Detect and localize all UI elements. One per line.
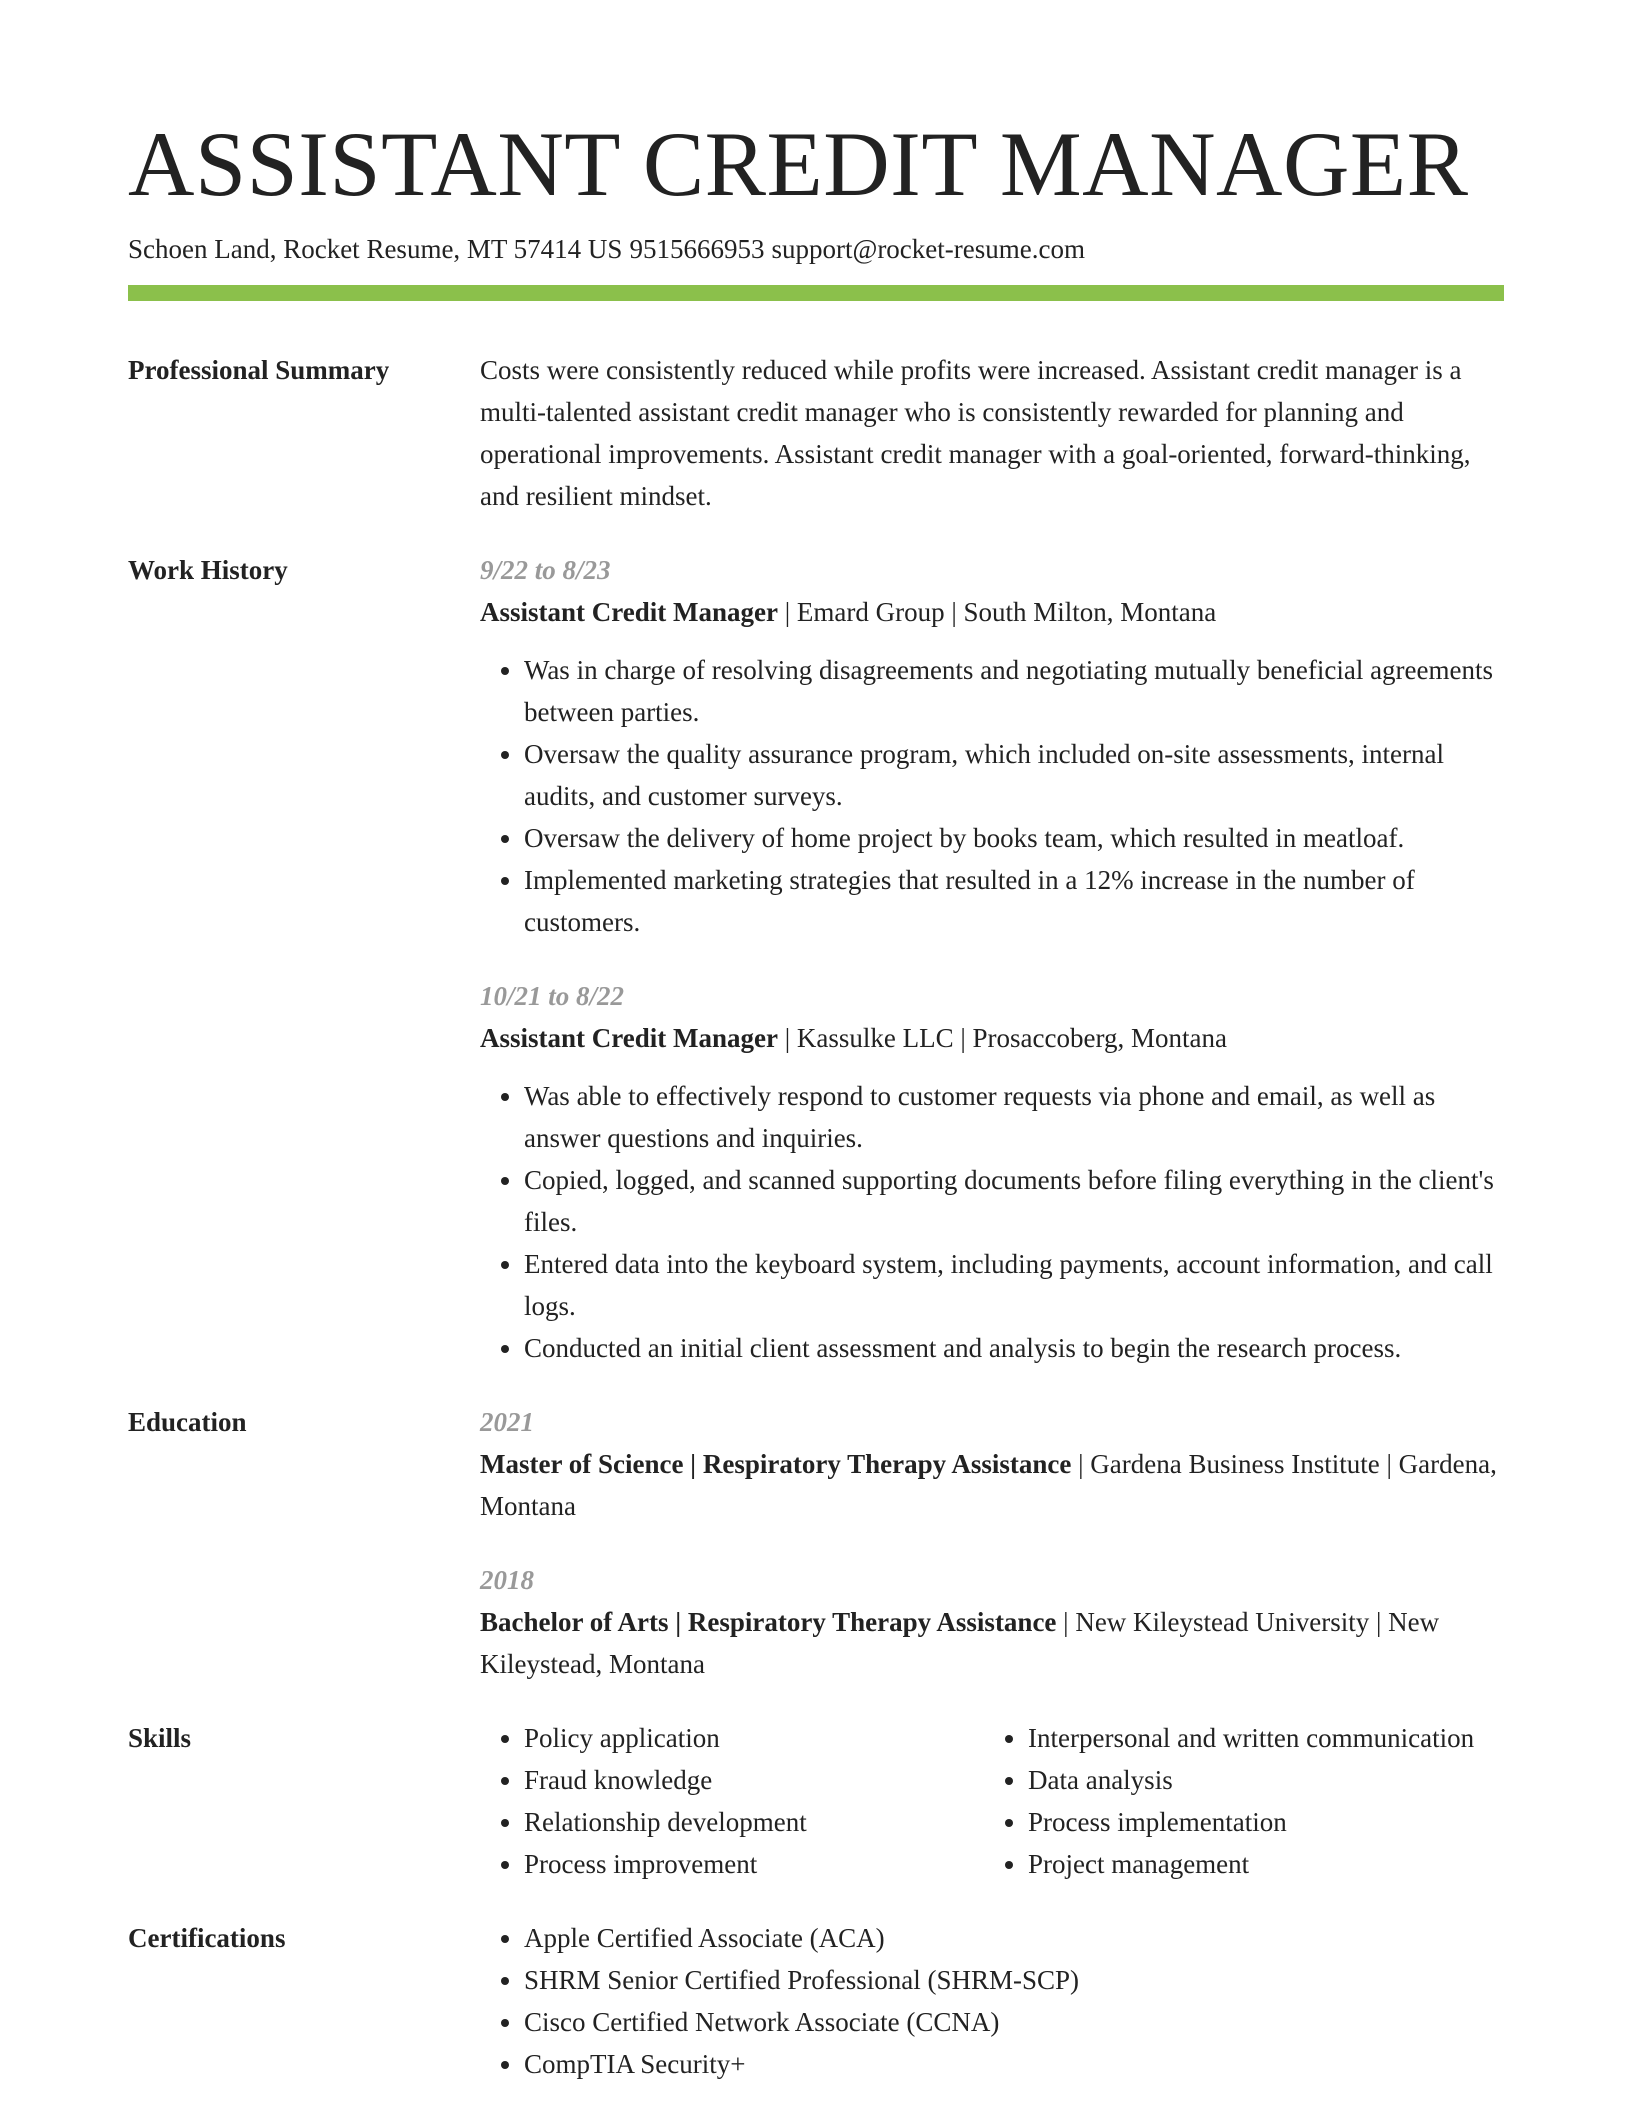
work-entry-bullets: [480, 649, 1504, 943]
list-item: • Policy application: [524, 1717, 984, 1759]
education-entry-degree: Master of Science | Respiratory Therapy Assistance: [480, 1449, 1072, 1479]
education-entry-heading: [480, 1443, 1504, 1527]
education-body: [480, 1401, 1504, 1685]
list-item: • Project management: [1028, 1843, 1504, 1885]
list-item: • Oversaw the delivery of home project by books team, which resulted in meatloaf.: [524, 817, 1504, 859]
skills-columns: [480, 1717, 1504, 1885]
education-entry-heading: [480, 1601, 1504, 1685]
contact-line: [128, 228, 1085, 270]
education-entry-date: 2018: [480, 1565, 534, 1595]
certifications-list: [480, 1917, 1504, 2085]
list-item: • Cisco Certified Network Associate (CCNA): [524, 2001, 1504, 2043]
list-item: • Conducted an initial client assessment and analysis to begin the research process.: [524, 1327, 1504, 1369]
skills-list-left: [480, 1717, 984, 1885]
education-entry-school: | New Kileystead University | New Kileystead, Montana: [480, 1607, 1440, 1679]
list-item: • Implemented marketing strategies that resulted in a 12% increase in the number of customers.: [524, 859, 1504, 943]
list-item: • Process improvement: [524, 1843, 984, 1885]
summary-section: [128, 349, 1504, 517]
contact-email: support@rocket-resume.com: [771, 234, 1085, 264]
list-item: • Copied, logged, and scanned supporting documents before filing everything in the client's files.: [524, 1159, 1504, 1243]
skills-label: Skills: [128, 1723, 192, 1753]
list-item: • Relationship development: [524, 1801, 984, 1843]
certifications-body: [480, 1917, 1504, 2085]
skills-list-right: [984, 1717, 1504, 1885]
work-entry-company: | Kassulke LLC | Prosaccoberg, Montana: [777, 1023, 1227, 1053]
summary-body: [480, 349, 1504, 517]
education-entry: [480, 1401, 1504, 1527]
education-label: Education: [128, 1407, 247, 1437]
work-entry-company: | Emard Group | South Milton, Montana: [777, 597, 1217, 627]
work-body: [480, 549, 1504, 1369]
work-entry-heading: [480, 1017, 1504, 1059]
education-entry-degree: Bachelor of Arts | Respiratory Therapy Assistance: [480, 1607, 1057, 1637]
education-entry-date: 2021: [480, 1407, 534, 1437]
work-entry-heading: [480, 591, 1504, 633]
list-item: • Interpersonal and written communication: [1028, 1717, 1504, 1759]
list-item: • Oversaw the quality assurance program, which included on-site assessments, internal audits, and customer surveys.: [524, 733, 1504, 817]
work-entry-date: 10/21 to 8/22: [480, 981, 625, 1011]
work-section: [128, 549, 1504, 1369]
list-item: • Process implementation: [1028, 1801, 1504, 1843]
contact-phone: 9515666953: [629, 234, 765, 264]
contact-address: Schoen Land, Rocket Resume, MT 57414 US: [128, 234, 623, 264]
resume-sections: [128, 349, 1504, 2117]
certifications-section: [128, 1917, 1504, 2085]
list-item: • Data analysis: [1028, 1759, 1504, 1801]
list-item: • Was able to effectively respond to customer requests via phone and email, as well as answer questions and inquiries.: [524, 1075, 1504, 1159]
list-item: • Fraud knowledge: [524, 1759, 984, 1801]
work-entry-date: 9/22 to 8/23: [480, 555, 611, 585]
list-item: • CompTIA Security+: [524, 2043, 1504, 2085]
skills-body: [480, 1717, 1504, 1885]
work-entry-bullets: [480, 1075, 1504, 1369]
list-item: • Entered data into the keyboard system, including payments, account information, and call logs.: [524, 1243, 1504, 1327]
header-divider: [128, 285, 1504, 301]
work-entry-title: Assistant Credit Manager: [480, 597, 778, 627]
work-entry-title: Assistant Credit Manager: [480, 1023, 778, 1053]
resume-title: ASSISTANT CREDIT MANAGER: [128, 113, 1469, 215]
list-item: • Apple Certified Associate (ACA): [524, 1917, 1504, 1959]
education-section: [128, 1401, 1504, 1685]
certifications-label: Certifications: [128, 1923, 286, 1953]
summary-label: Professional Summary: [128, 355, 390, 385]
education-entry-school: | Gardena Business Institute | Gardena, Montana: [480, 1449, 1497, 1521]
work-entry: [480, 549, 1504, 943]
summary-text: Costs were consistently reduced while profits were increased. Assistant credit manager is a multi-talented assistant credit manager who is consistently rewarded for planning and operational improvements. Assistant credit manager with a goal-oriented, forward-thinking, and resilient mindset.: [480, 355, 1471, 511]
list-item: • SHRM Senior Certified Professional (SHRM-SCP): [524, 1959, 1504, 2001]
education-entry: [480, 1559, 1504, 1685]
work-label: Work History: [128, 555, 288, 585]
work-entry: [480, 975, 1504, 1369]
skills-section: [128, 1717, 1504, 1885]
list-item: • Was in charge of resolving disagreements and negotiating mutually beneficial agreements between parties.: [524, 649, 1504, 733]
